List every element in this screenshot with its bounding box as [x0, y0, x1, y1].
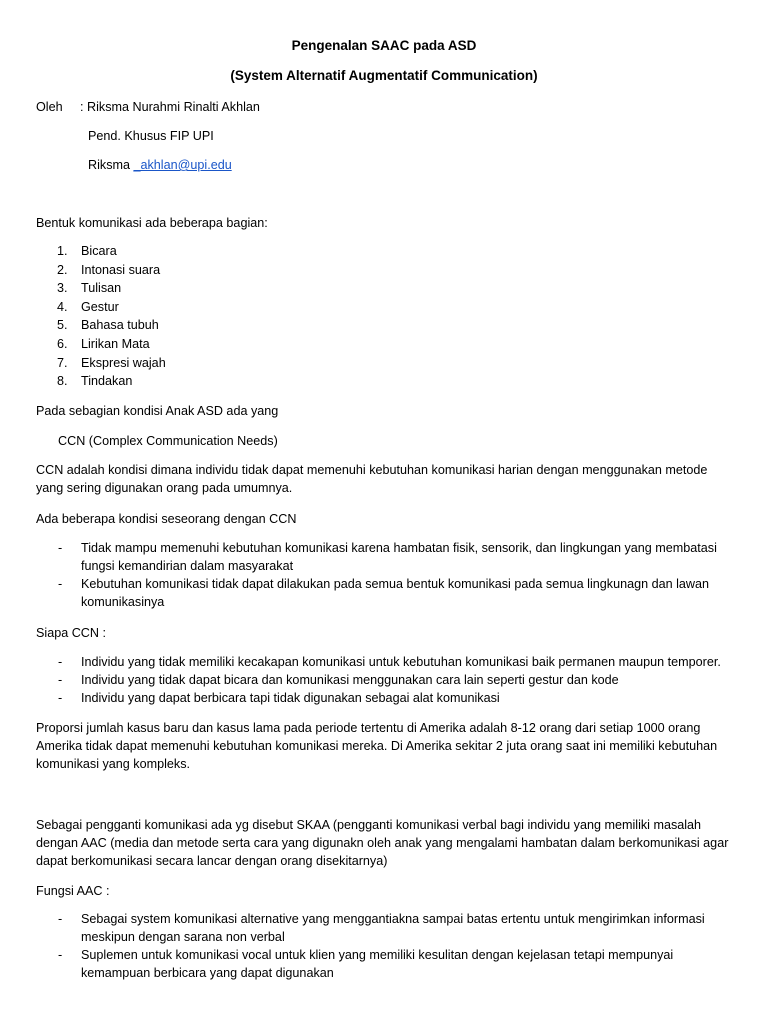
list-number: 1. — [57, 244, 68, 258]
list-item — [36, 653, 736, 671]
list-text: Lirikan Mata — [81, 336, 150, 351]
list-item — [36, 575, 736, 611]
list-number: 8. — [57, 374, 68, 389]
list-number: 5. — [57, 318, 68, 333]
ccn-conditions-list — [36, 539, 736, 611]
author-label: Oleh — [36, 100, 63, 114]
list-text: Tulisan — [81, 281, 122, 296]
document-subtitle: (System Alternatif Augmentatif Communication) — [230, 68, 538, 83]
list-text: Individu yang tidak memiliki kecakapan komunikasi untuk kebutuhan komunikasi baik permanen maupun temporer. — [81, 655, 721, 669]
list-text: Individu yang dapat berbicara tapi tidak digunakan sebagai alat komunikasi — [81, 691, 500, 705]
ccn-conditions-intro: Ada beberapa kondisi seseorang dengan CCN — [36, 512, 297, 526]
list-text: Bicara — [81, 244, 117, 258]
list-number: 2. — [57, 262, 68, 277]
list-item — [36, 671, 736, 689]
dash-bullet: - — [58, 655, 63, 669]
dash-bullet: - — [58, 912, 63, 926]
list-number: 7. — [57, 355, 68, 370]
dash-bullet: - — [58, 691, 63, 705]
list-text: Tidak mampu memenuhi kebutuhan komunikasi karena hambatan fisik, sensorik, dan lingkungan yang membatasi fungsi kemandirian dalam masyarakat — [81, 541, 717, 573]
document-title: Pengenalan SAAC pada ASD — [291, 38, 477, 53]
ccn-term: CCN (Complex Communication Needs) — [58, 434, 278, 448]
list-text: Sebagai system komunikasi alternative yang menggantiakna sampai batas ertentu untuk mengirimkan informasi meskipun dengan sarana non verbal — [81, 912, 705, 944]
list-text: Individu yang tidak dapat bicara dan komunikasi menggunakan cara lain seperti gestur dan kode — [81, 673, 619, 687]
list-number: 4. — [57, 299, 68, 314]
list-text: Suplemen untuk komunikasi vocal untuk klien yang memiliki kesulitan dengan kejelasan tetapi mempunyai kemampuan berbicara yang dapat digunakan — [81, 948, 674, 980]
dash-bullet: - — [58, 577, 63, 591]
list-number: 6. — [57, 336, 68, 351]
email-link[interactable]: _akhlan@upi.edu — [133, 158, 232, 172]
author-affiliation: Pend. Khusus FIP UPI — [88, 129, 214, 143]
bentuk-intro: Bentuk komunikasi ada beberapa bagian: — [36, 216, 268, 230]
list-text: Gestur — [81, 299, 119, 314]
dash-bullet: - — [58, 673, 63, 687]
author-name: : Riksma Nurahmi Rinalti Akhlan — [80, 100, 260, 114]
siapa-list — [36, 653, 736, 707]
pengganti-paragraph: Sebagai pengganti komunikasi ada yg disebut SKAA (pengganti komunikasi verbal bagi individu yang memiliki masalah dengan AAC (media dan metode serta cara yang digunakn oleh anak yang mengalami hambatan dalam berkomunikasi agar dapat berkomunikasi secara lancar dengan orang disekitarnya) — [36, 818, 729, 868]
author-contact — [88, 156, 232, 174]
list-text: Tindakan — [81, 374, 133, 389]
contact-prefix: Riksma — [88, 158, 134, 172]
siapa-intro: Siapa CCN : — [36, 626, 106, 640]
ccn-definition: CCN adalah kondisi dimana individu tidak dapat memenuhi kebutuhan komunikasi harian dengan menggunakan metode yang sering digunakan orang pada umumnya. — [36, 463, 708, 495]
list-text: Ekspresi wajah — [81, 355, 166, 370]
list-text: Bahasa tubuh — [81, 318, 159, 333]
proporsi-paragraph: Proporsi jumlah kasus baru dan kasus lama pada periode tertentu di Amerika adalah 8-12 orang dari setiap 1000 orang Amerika tidak dapat memenuhi kebutuhan komunikasi mereka. Di Amerika sekitar 2 juta orang saat ini memiliki kebutuhan komunikasi yang kompleks. — [36, 721, 718, 771]
fungsi-intro: Fungsi AAC : — [36, 884, 110, 898]
list-item — [36, 910, 736, 946]
list-number: 3. — [57, 281, 68, 296]
list-text: Intonasi suara — [81, 262, 161, 277]
dash-bullet: - — [58, 948, 63, 962]
dash-bullet: - — [58, 541, 63, 555]
kondisi-intro: Pada sebagian kondisi Anak ASD ada yang — [36, 404, 279, 418]
list-text: Kebutuhan komunikasi tidak dapat dilakukan pada semua bentuk komunikasi pada semua lingkunagn dan lawan komunikasinya — [81, 577, 710, 609]
fungsi-list — [36, 910, 736, 982]
list-item — [36, 946, 736, 982]
list-item — [36, 539, 736, 575]
list-item — [36, 689, 736, 707]
